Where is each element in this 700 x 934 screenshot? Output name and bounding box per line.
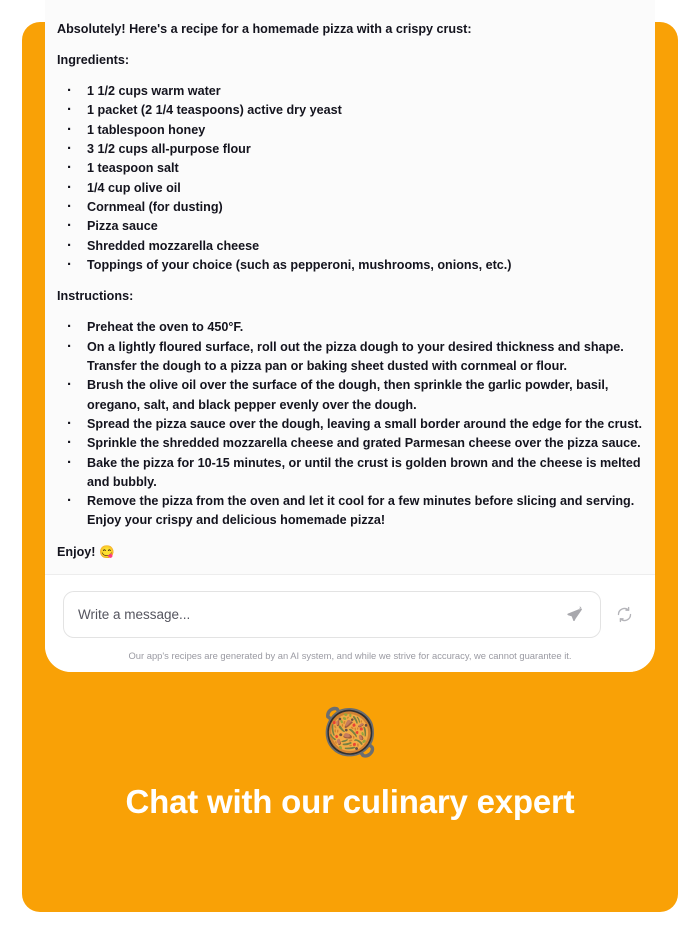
ingredient-item: · 1 1/2 cups warm water xyxy=(57,82,643,101)
chat-card xyxy=(45,0,655,672)
send-button[interactable] xyxy=(564,604,586,626)
ingredient-item: · 1 packet (2 1/4 teaspoons) active dry yeast xyxy=(57,101,643,120)
ingredient-item: · Cornmeal (for dusting) xyxy=(57,198,643,217)
ingredient-item: · Shredded mozzarella cheese xyxy=(57,237,643,256)
ingredients-heading: Ingredients: xyxy=(57,52,130,67)
wok-icon: 🥘 xyxy=(321,706,379,758)
message-input[interactable] xyxy=(78,607,564,622)
ingredient-item: · 1 tablespoon honey xyxy=(57,121,643,140)
instruction-item: · Spread the pizza sauce over the dough, leaving a small border around the edge for the crust. xyxy=(57,415,643,434)
ai-disclaimer: Our app's recipes are generated by an AI system, and while we strive for accuracy, we cannot guarantee it. xyxy=(128,650,572,661)
ingredients-list xyxy=(57,82,643,275)
message-list[interactable] xyxy=(45,0,655,574)
composer-row xyxy=(63,591,637,638)
ingredient-item: · 3 1/2 cups all-purpose flour xyxy=(57,140,643,159)
ingredient-item: · Pizza sauce xyxy=(57,217,643,236)
message-intro: Absolutely! Here's a recipe for a homemade pizza with a crispy crust: xyxy=(57,21,472,36)
bot-message xyxy=(57,20,643,562)
ingredient-item: · Toppings of your choice (such as pepperoni, mushrooms, onions, etc.) xyxy=(57,256,643,275)
instructions-list xyxy=(57,318,643,530)
savoring-face-icon: 😋 xyxy=(98,544,115,559)
instruction-item: · Preheat the oven to 450°F. xyxy=(57,318,643,337)
instruction-item: · Remove the pizza from the oven and let it cool for a few minutes before slicing and serving. Enjoy your crispy and delicious homemade pizza! xyxy=(57,492,643,531)
instruction-item: · Brush the olive oil over the surface of the dough, then sprinkle the garlic powder, basil, oregano, salt, and black pepper evenly over the dough. xyxy=(57,376,643,415)
instruction-item: · Sprinkle the shredded mozzarella cheese and grated Parmesan cheese over the pizza sauce. xyxy=(57,434,643,453)
promo-heading: Chat with our culinary expert xyxy=(125,783,575,820)
message-closing xyxy=(57,543,643,562)
message-input-shell[interactable] xyxy=(63,591,601,638)
closing-text: Enjoy! xyxy=(57,544,99,559)
instruction-item: · Bake the pizza for 10-15 minutes, or until the crust is golden brown and the cheese is melted and bubbly. xyxy=(57,454,643,493)
promo-block xyxy=(22,700,678,824)
send-paper-plane-icon xyxy=(566,606,584,624)
refresh-icon xyxy=(616,606,633,623)
composer xyxy=(45,574,655,672)
instruction-item: · On a lightly floured surface, roll out the pizza dough to your desired thickness and shape. Transfer the dough to a pizza pan or baking sheet dusted with cornmeal or flour. xyxy=(57,338,643,377)
ingredient-item: · 1 teaspoon salt xyxy=(57,159,643,178)
instructions-heading: Instructions: xyxy=(57,289,134,304)
ingredient-item: · 1/4 cup olive oil xyxy=(57,179,643,198)
message-list-inner xyxy=(57,20,643,562)
refresh-button[interactable] xyxy=(613,604,635,626)
